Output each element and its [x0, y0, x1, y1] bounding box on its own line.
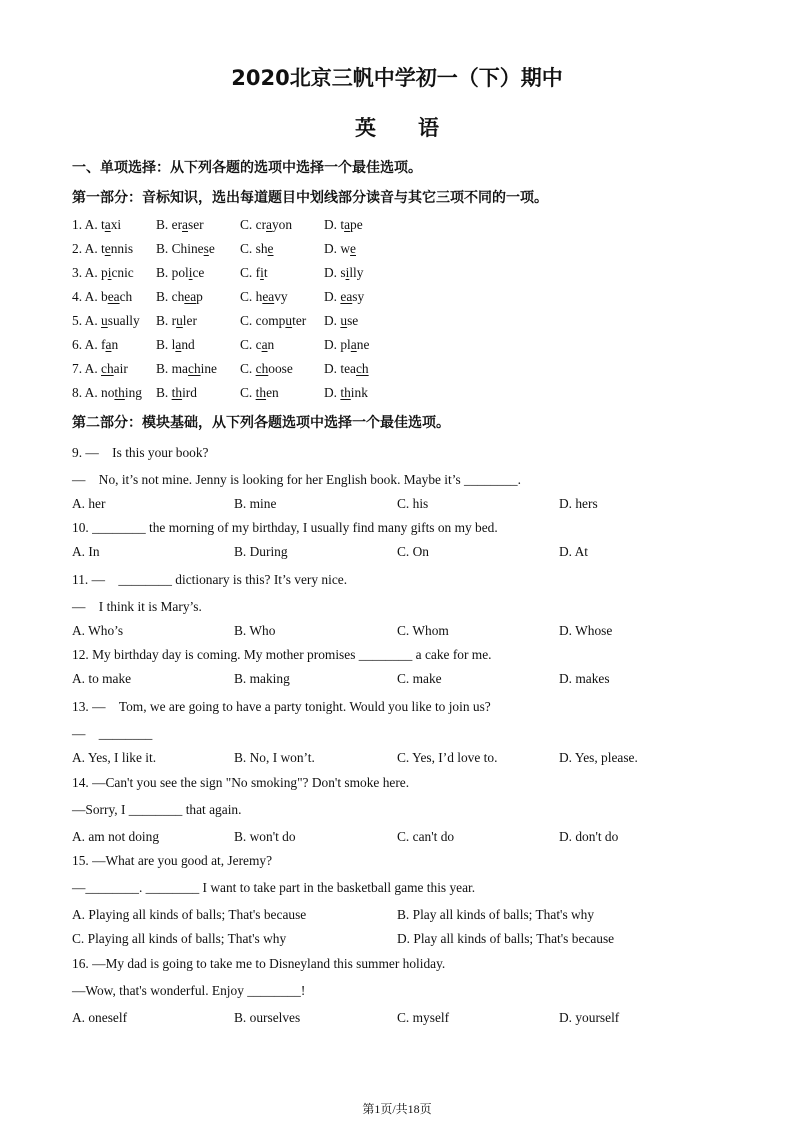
option: D. makes [559, 671, 610, 686]
subject-title: 英 语 [355, 116, 439, 140]
option: 4. A. beach [72, 289, 133, 304]
option: D. easy [324, 289, 365, 304]
option: B. ruler [156, 313, 197, 328]
option: D. teach [324, 361, 369, 376]
option: C. crayon [240, 217, 293, 232]
option: C. Whom [397, 623, 449, 638]
option: B. police [156, 265, 205, 280]
option: C. can't do [397, 829, 455, 844]
option: 5. A. usually [72, 313, 140, 328]
option: C. myself [397, 1010, 450, 1025]
option: B. Chinese [156, 241, 215, 256]
option: B. won't do [234, 829, 296, 844]
option: D. silly [324, 265, 364, 280]
option: 2. A. tennis [72, 241, 134, 256]
question-text: 15. —What are you good at, Jeremy? [72, 853, 273, 868]
question-text: —________. ________ I want to take part in the basketball game this year. [72, 880, 476, 895]
option: B. machine [156, 361, 217, 376]
option: A. Yes, I like it. [72, 750, 157, 765]
question-text: — No, it’s not mine. Jenny is looking for her English book. Maybe it’s ________. [72, 472, 521, 487]
option: C. his [397, 496, 429, 511]
option: C. choose [240, 361, 293, 376]
option: B. During [234, 544, 288, 559]
option: B. No, I won’t. [234, 750, 315, 765]
option: A. oneself [72, 1010, 128, 1025]
option: D. At [559, 544, 589, 559]
question-text: 9. — Is this your book? [72, 445, 209, 460]
question-text: 12. My birthday day is coming. My mother promises ________ a cake for me. [72, 647, 492, 662]
question-text: 13. — Tom, we are going to have a party tonight. Would you like to join us? [72, 699, 491, 714]
option: C. then [240, 385, 279, 400]
option: D. yourself [559, 1010, 620, 1025]
question-text: 14. —Can't you see the sign "No smoking"? Don't smoke here. [72, 775, 410, 790]
option: D. plane [324, 337, 370, 352]
document-title: 2020北京三帆中学初一（下）期中 [231, 66, 563, 90]
option: D. don't do [559, 829, 619, 844]
option: D. Yes, please. [559, 750, 638, 765]
option: C. can [240, 337, 275, 352]
option: B. Play all kinds of balls; That's why [397, 907, 595, 922]
question-text: 11. — ________ dictionary is this? It’s very nice. [72, 572, 348, 587]
part1-heading: 第一部分：音标知识，选出每道题目中划线部分读音与其它三项不同的一项。 [72, 190, 548, 206]
option: B. cheap [156, 289, 203, 304]
option: 1. A. taxi [72, 217, 122, 232]
option: B. Who [234, 623, 276, 638]
question-text: 16. —My dad is going to take me to Disneyland this summer holiday. [72, 956, 446, 971]
option: A. Who’s [72, 623, 124, 638]
part2-heading: 第二部分：模块基础，从下列各题选项中选择一个最佳选项。 [72, 415, 450, 431]
option: D. think [324, 385, 368, 400]
page-number: 第1页/共18页 [362, 1102, 432, 1116]
option: D. hers [559, 496, 598, 511]
option: C. computer [240, 313, 307, 328]
option: D. we [324, 241, 356, 256]
option: 6. A. fan [72, 337, 119, 352]
question-text: — ________ [72, 726, 153, 741]
option: B. land [156, 337, 195, 352]
option: D. use [324, 313, 359, 328]
option: A. am not doing [72, 829, 160, 844]
option: B. third [156, 385, 197, 400]
option: C. heavy [240, 289, 288, 304]
option: C. Yes, I’d love to. [397, 750, 498, 765]
option: A. Playing all kinds of balls; That's because [72, 907, 307, 922]
option: D. tape [324, 217, 363, 232]
option: A. to make [72, 671, 132, 686]
question-text: —Wow, that's wonderful. Enjoy ________! [72, 983, 306, 998]
option: A. her [72, 496, 106, 511]
option: C. make [397, 671, 442, 686]
option: C. Playing all kinds of balls; That's why [72, 931, 287, 946]
option: C. On [397, 544, 429, 559]
question-text: — I think it is Mary’s. [72, 599, 202, 614]
option: A. In [72, 544, 100, 559]
option: B. making [234, 671, 290, 686]
section-heading: 一、单项选择：从下列各题的选项中选择一个最佳选项。 [72, 160, 422, 176]
option: C. she [240, 241, 274, 256]
option: B. mine [234, 496, 277, 511]
option: B. ourselves [234, 1010, 301, 1025]
option: 3. A. picnic [72, 265, 134, 280]
option: 7. A. chair [72, 361, 128, 376]
option: B. eraser [156, 217, 204, 232]
option: 8. A. nothing [72, 385, 142, 400]
option: D. Play all kinds of balls; That's because [397, 931, 615, 946]
option: D. Whose [559, 623, 613, 638]
option: C. fit [240, 265, 268, 280]
question-text: 10. ________ the morning of my birthday, I usually find many gifts on my bed. [72, 520, 498, 535]
question-text: —Sorry, I ________ that again. [72, 802, 242, 817]
